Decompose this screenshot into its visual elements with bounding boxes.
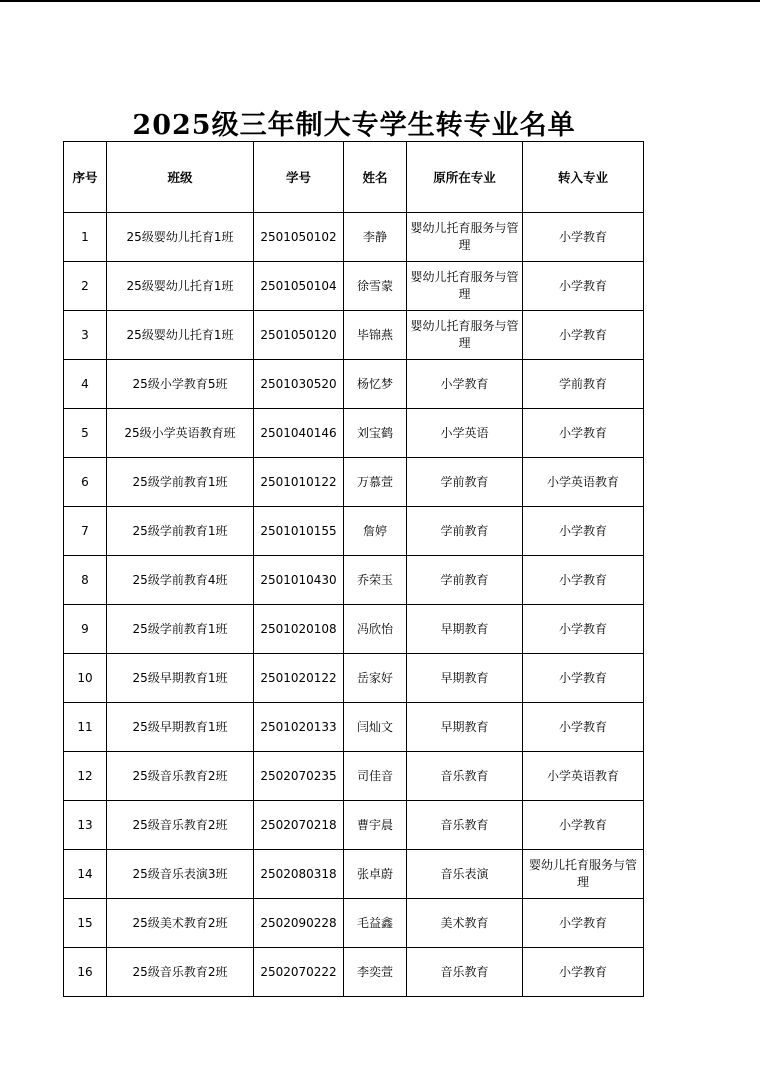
cell-name: 冯欣怡 (344, 605, 407, 654)
cell-original-major: 音乐教育 (407, 948, 523, 997)
cell-name: 乔荣玉 (344, 556, 407, 605)
table-row (64, 556, 644, 605)
cell-original-major: 音乐教育 (407, 752, 523, 801)
cell-original-major: 小学英语 (407, 409, 523, 458)
cell-index: 7 (64, 507, 107, 556)
header-student-id: 学号 (254, 142, 344, 213)
cell-index: 9 (64, 605, 107, 654)
cell-original-major: 学前教育 (407, 507, 523, 556)
cell-index: 11 (64, 703, 107, 752)
cell-index: 1 (64, 213, 107, 262)
cell-original-major: 婴幼儿托育服务与管理 (407, 262, 523, 311)
cell-student-id: 2501050102 (254, 213, 344, 262)
cell-student-id: 2502070235 (254, 752, 344, 801)
cell-original-major: 早期教育 (407, 654, 523, 703)
cell-new-major: 学前教育 (523, 360, 644, 409)
cell-name: 闫灿文 (344, 703, 407, 752)
cell-class: 25级音乐表演3班 (107, 850, 254, 899)
cell-original-major: 小学教育 (407, 360, 523, 409)
cell-index: 4 (64, 360, 107, 409)
cell-name: 毛益鑫 (344, 899, 407, 948)
cell-student-id: 2501030520 (254, 360, 344, 409)
cell-new-major: 小学教育 (523, 605, 644, 654)
cell-class: 25级早期教育1班 (107, 703, 254, 752)
table-row (64, 311, 644, 360)
top-border-line (0, 0, 760, 2)
cell-name: 李静 (344, 213, 407, 262)
cell-original-major: 音乐表演 (407, 850, 523, 899)
cell-new-major: 小学英语教育 (523, 458, 644, 507)
cell-student-id: 2502070222 (254, 948, 344, 997)
cell-class: 25级学前教育4班 (107, 556, 254, 605)
header-class: 班级 (107, 142, 254, 213)
table-row (64, 458, 644, 507)
cell-new-major: 小学教育 (523, 899, 644, 948)
table-row (64, 409, 644, 458)
page-title: 2025级三年制大专学生转专业名单 (132, 110, 576, 142)
transfer-list-table (63, 141, 644, 997)
cell-index: 12 (64, 752, 107, 801)
cell-new-major: 婴幼儿托育服务与管理 (523, 850, 644, 899)
cell-new-major: 小学教育 (523, 556, 644, 605)
table-row (64, 262, 644, 311)
cell-original-major: 美术教育 (407, 899, 523, 948)
table-body (64, 213, 644, 997)
cell-new-major: 小学教育 (523, 409, 644, 458)
cell-class: 25级学前教育1班 (107, 605, 254, 654)
cell-index: 8 (64, 556, 107, 605)
cell-student-id: 2501010122 (254, 458, 344, 507)
cell-new-major: 小学教育 (523, 948, 644, 997)
header-name: 姓名 (344, 142, 407, 213)
table-row (64, 899, 644, 948)
cell-class: 25级美术教育2班 (107, 899, 254, 948)
cell-index: 6 (64, 458, 107, 507)
table-header-row (64, 142, 644, 213)
table-row (64, 850, 644, 899)
cell-student-id: 2501040146 (254, 409, 344, 458)
cell-student-id: 2502080318 (254, 850, 344, 899)
cell-new-major: 小学教育 (523, 213, 644, 262)
cell-index: 2 (64, 262, 107, 311)
cell-student-id: 2502070218 (254, 801, 344, 850)
header-original-major: 原所在专业 (407, 142, 523, 213)
cell-original-major: 婴幼儿托育服务与管理 (407, 213, 523, 262)
cell-index: 15 (64, 899, 107, 948)
cell-name: 徐雪蒙 (344, 262, 407, 311)
table-row (64, 801, 644, 850)
cell-index: 3 (64, 311, 107, 360)
cell-name: 岳家好 (344, 654, 407, 703)
cell-name: 杨忆梦 (344, 360, 407, 409)
cell-class: 25级婴幼儿托育1班 (107, 262, 254, 311)
cell-class: 25级婴幼儿托育1班 (107, 311, 254, 360)
table-row (64, 507, 644, 556)
cell-name: 李奕萱 (344, 948, 407, 997)
table-row (64, 752, 644, 801)
cell-class: 25级小学英语教育班 (107, 409, 254, 458)
cell-class: 25级音乐教育2班 (107, 948, 254, 997)
cell-index: 16 (64, 948, 107, 997)
cell-class: 25级学前教育1班 (107, 458, 254, 507)
header-index: 序号 (64, 142, 107, 213)
cell-class: 25级婴幼儿托育1班 (107, 213, 254, 262)
cell-original-major: 音乐教育 (407, 801, 523, 850)
cell-student-id: 2501020122 (254, 654, 344, 703)
cell-class: 25级音乐教育2班 (107, 801, 254, 850)
cell-name: 曹宇晨 (344, 801, 407, 850)
cell-name: 詹婷 (344, 507, 407, 556)
cell-index: 14 (64, 850, 107, 899)
cell-index: 10 (64, 654, 107, 703)
cell-original-major: 婴幼儿托育服务与管理 (407, 311, 523, 360)
cell-new-major: 小学教育 (523, 507, 644, 556)
table-row (64, 654, 644, 703)
cell-new-major: 小学教育 (523, 262, 644, 311)
cell-original-major: 学前教育 (407, 556, 523, 605)
cell-new-major: 小学教育 (523, 311, 644, 360)
cell-new-major: 小学英语教育 (523, 752, 644, 801)
table-row (64, 948, 644, 997)
cell-student-id: 2501020108 (254, 605, 344, 654)
table-row (64, 360, 644, 409)
cell-original-major: 早期教育 (407, 703, 523, 752)
cell-student-id: 2501050104 (254, 262, 344, 311)
cell-new-major: 小学教育 (523, 703, 644, 752)
cell-index: 5 (64, 409, 107, 458)
cell-original-major: 学前教育 (407, 458, 523, 507)
cell-student-id: 2501050120 (254, 311, 344, 360)
header-new-major: 转入专业 (523, 142, 644, 213)
cell-student-id: 2501010430 (254, 556, 344, 605)
cell-class: 25级早期教育1班 (107, 654, 254, 703)
cell-index: 13 (64, 801, 107, 850)
cell-new-major: 小学教育 (523, 801, 644, 850)
cell-name: 万慕萱 (344, 458, 407, 507)
cell-class: 25级音乐教育2班 (107, 752, 254, 801)
cell-student-id: 2501010155 (254, 507, 344, 556)
cell-student-id: 2501020133 (254, 703, 344, 752)
cell-name: 张卓蔚 (344, 850, 407, 899)
table-row (64, 213, 644, 262)
table-row (64, 605, 644, 654)
cell-new-major: 小学教育 (523, 654, 644, 703)
cell-name: 刘宝鹤 (344, 409, 407, 458)
cell-name: 司佳音 (344, 752, 407, 801)
cell-class: 25级小学教育5班 (107, 360, 254, 409)
cell-name: 毕锦燕 (344, 311, 407, 360)
cell-class: 25级学前教育1班 (107, 507, 254, 556)
table-row (64, 703, 644, 752)
cell-original-major: 早期教育 (407, 605, 523, 654)
cell-student-id: 2502090228 (254, 899, 344, 948)
